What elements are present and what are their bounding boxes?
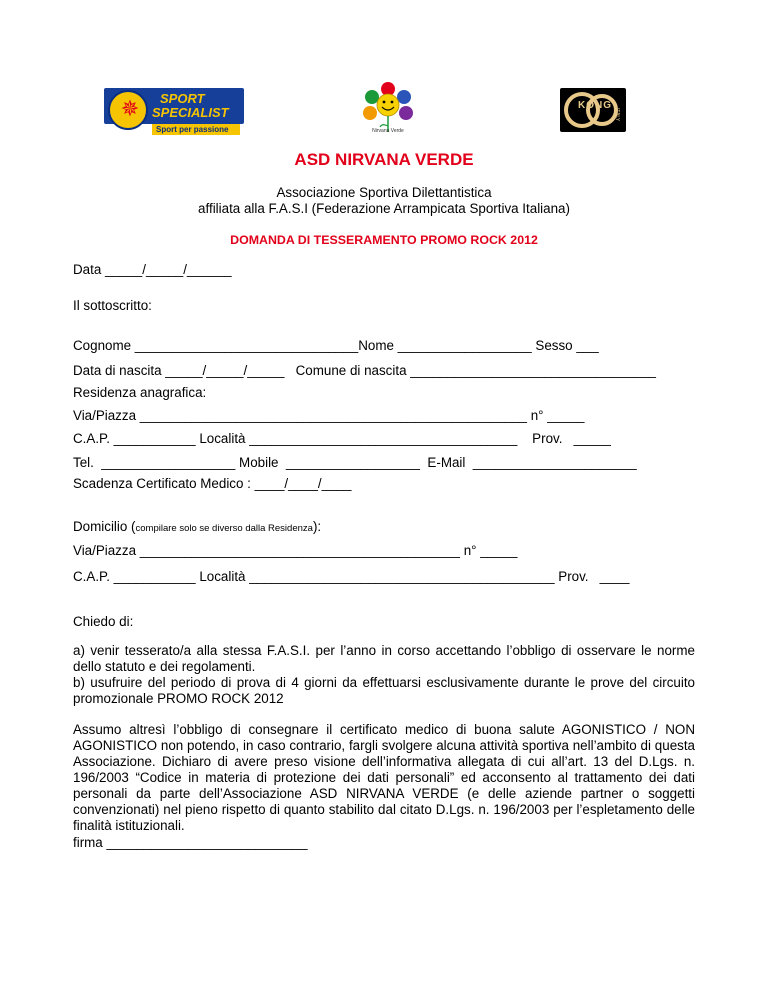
request-item-a: a) venir tesserato/a alla stessa F.A.S.I. per l’anno in corso accettando l’obbligo di osservare le norme dello statuto e dei regolamenti. xyxy=(73,643,695,674)
association-description: Associazione Sportiva Dilettantistica xyxy=(276,185,492,200)
kong-logo-sub: ITALY xyxy=(614,108,620,122)
medical-expiry-field[interactable]: Scadenza Certificato Medico : ____/____/____ xyxy=(73,476,352,491)
domicile-label xyxy=(73,519,321,537)
birth-fields[interactable]: Data di nascita _____/_____/_____ Comune di nascita _________________________________ xyxy=(73,363,656,378)
compass-rose-icon: ✵ xyxy=(108,90,148,130)
kong-logo xyxy=(560,88,626,132)
domicile-label-text: Domicilio ( xyxy=(73,519,136,534)
affiliation-line: affiliata alla F.A.S.I (Federazione Arrampicata Sportiva Italiana) xyxy=(198,201,570,216)
undersigned-label: Il sottoscritto: xyxy=(73,298,152,313)
signature-field[interactable]: firma ___________________________ xyxy=(73,835,308,850)
nirvana-verde-logo xyxy=(358,80,418,140)
form-title: DOMANDA DI TESSERAMENTO PROMO ROCK 2012 xyxy=(230,233,538,247)
residence-city-fields[interactable]: C.A.P. ___________ Località ____________________________________ Prov. _____ xyxy=(73,431,611,446)
request-label: Chiedo di: xyxy=(73,614,134,629)
domicile-street-field[interactable]: Via/Piazza ___________________________________________ n° _____ xyxy=(73,543,518,558)
sport-specialist-logo-line1: SPORT xyxy=(160,91,205,106)
request-item-b: b) usufruire del periodo di prova di 4 giorni da effettuarsi esclusivamente durante le prove del circuito promozionale PROMO ROCK 2012 xyxy=(73,675,695,706)
contact-fields[interactable]: Tel. __________________ Mobile __________________ E-Mail ______________________ xyxy=(73,455,637,470)
date-field[interactable]: Data _____/_____/______ xyxy=(73,262,232,277)
residence-street-field[interactable]: Via/Piazza ____________________________________________________ n° _____ xyxy=(73,408,585,423)
page-title: ASD NIRVANA VERDE xyxy=(294,150,474,169)
nirvana-verde-logo-text: Nirvana Verde xyxy=(372,128,404,134)
kong-logo-text: KONG xyxy=(578,100,612,111)
consent-paragraph: Assumo altresì l’obbligo di consegnare il certificato medico di buona salute AGONISTICO / NON AGONISTICO non potendo, in caso contrario, fargli svolgere alcuna attività sportiva nell’ambito di questa Associazione. Dichiaro di avere preso visione dell’informativa allegata di cui all’art. 13 del D.Lgs. n. 196/2003 “Codice in materia di protezione dei dati personali” ed acconsento al trattamento dei dati personali da parte dell’Associazione ASD NIRVANA VERDE (e delle aziende partner o soggetti convenzionati) nel pieno rispetto di quanto stabilito dal citato D.Lgs. n. 196/2003 per l’espletamento delle finalità istituzionali. xyxy=(73,722,695,833)
domicile-city-fields[interactable]: C.A.P. ___________ Località _________________________________________ Prov. ____ xyxy=(73,569,630,584)
domicile-note: compilare solo se diverso dalla Residenza xyxy=(135,523,313,534)
sport-specialist-tagline-box xyxy=(152,124,240,135)
sport-specialist-logo xyxy=(104,88,244,134)
sport-specialist-logo-line2: SPECIALIST xyxy=(152,105,229,120)
surname-name-sex-fields[interactable]: Cognome ______________________________Nome __________________ Sesso ___ xyxy=(73,338,599,353)
residence-label: Residenza anagrafica: xyxy=(73,385,207,400)
domicile-label-end: ): xyxy=(312,519,322,534)
sport-specialist-tagline: Sport per passione xyxy=(156,125,229,134)
